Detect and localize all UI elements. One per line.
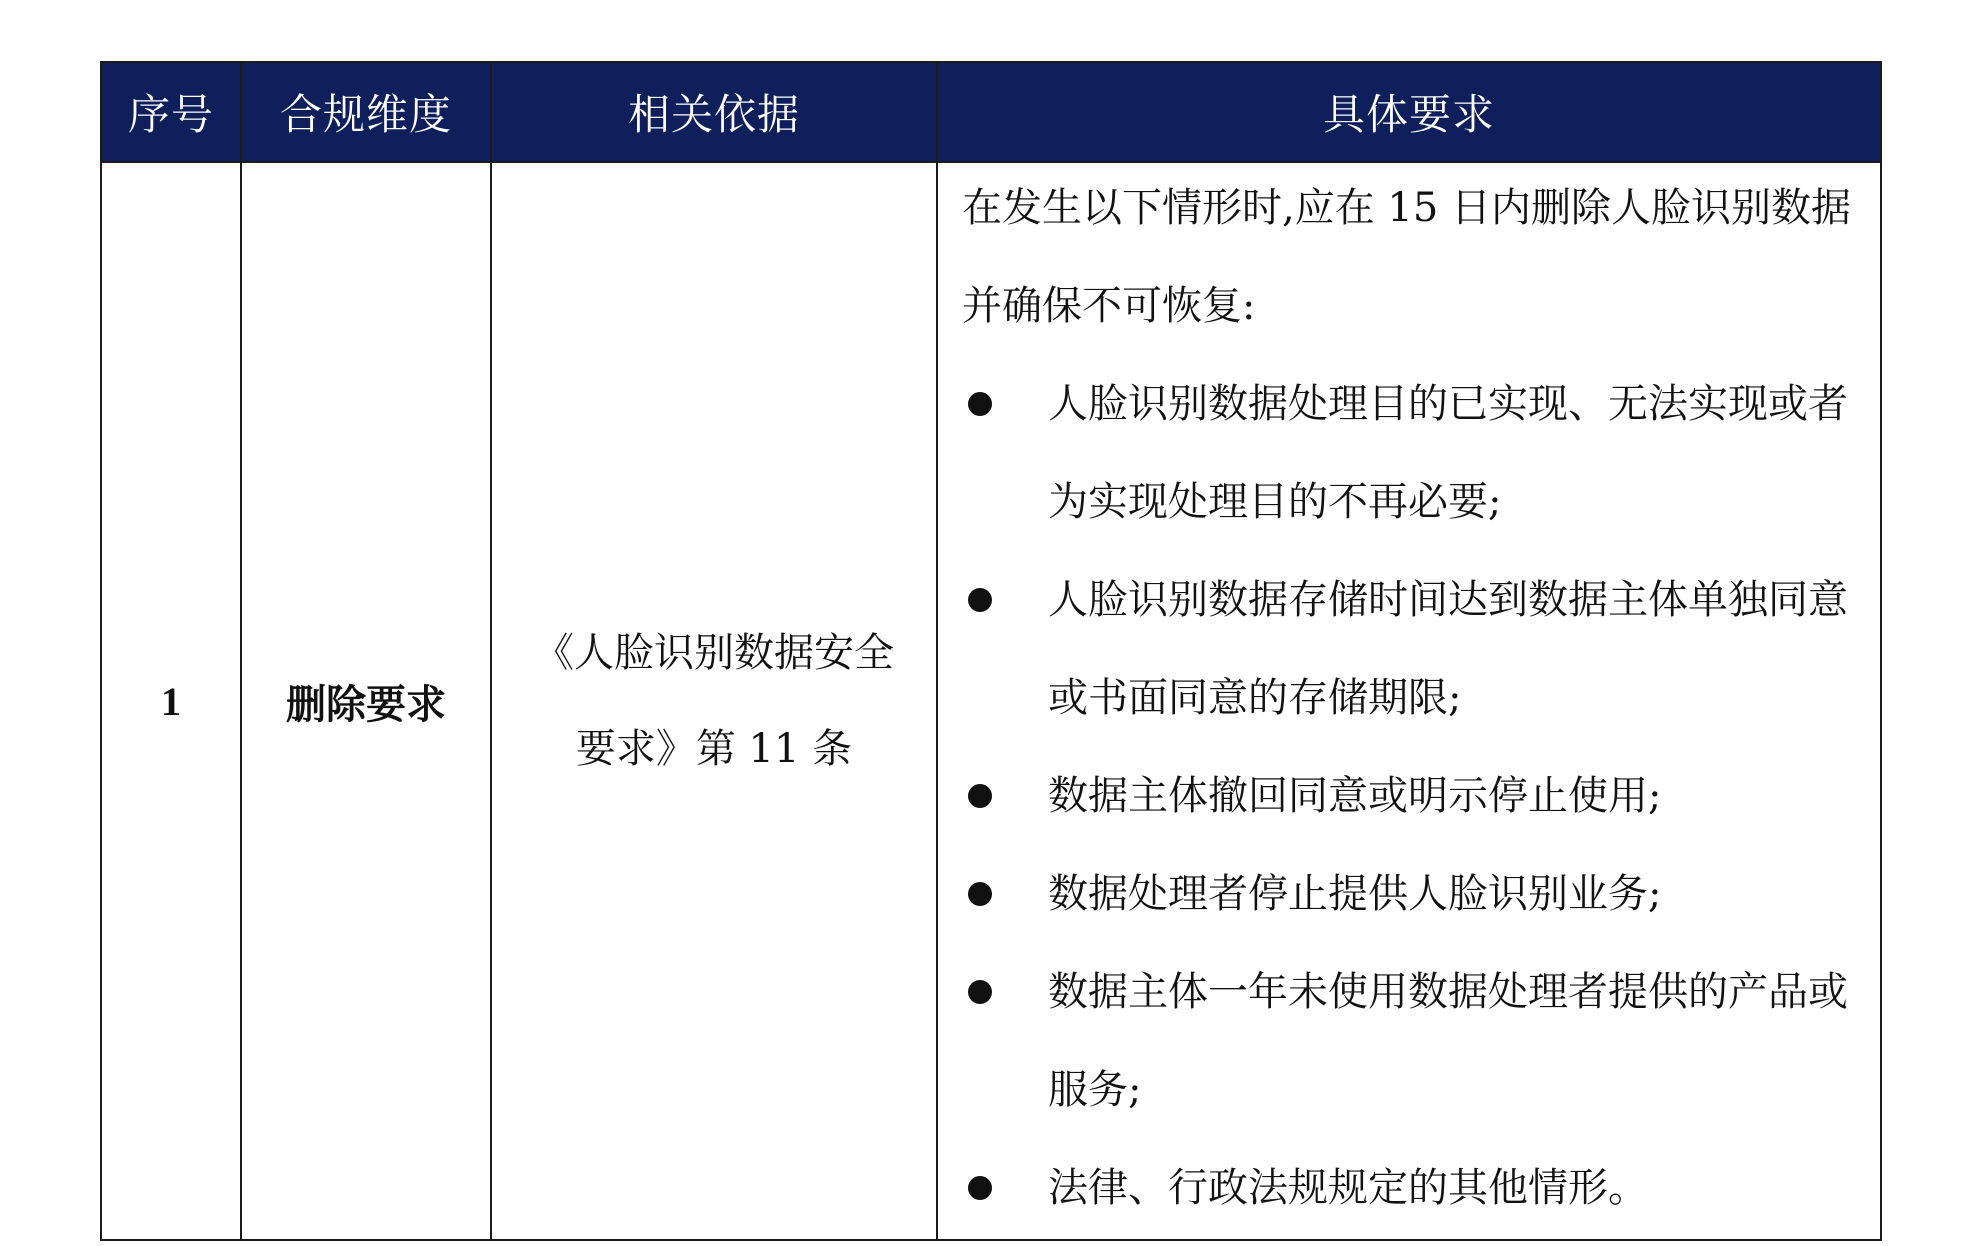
header-requirements: 具体要求 [937,62,1881,162]
requirements-block [962,159,1860,1237]
list-item-text: 数据主体一年未使用数据处理者提供的产品或服务; [1048,969,1848,1113]
row-seq: 1 [101,162,241,1240]
bullet-icon [968,784,992,808]
row-dimension: 删除要求 [241,162,491,1240]
bullet-icon [968,392,992,416]
list-item-text: 法律、行政法规规定的其他情形。 [1048,1165,1648,1211]
list-item-text: 人脸识别数据存储时间达到数据主体单独同意或书面同意的存储期限; [1048,577,1848,721]
header-basis: 相关依据 [491,62,937,162]
list-item [962,551,1860,747]
bullet-icon [968,1176,992,1200]
requirements-intro: 在发生以下情形时,应在 15 日内删除人脸识别数据并确保不可恢复: [962,185,1852,329]
header-seq: 序号 [101,62,241,162]
row-requirements [937,162,1881,1240]
requirements-list [962,355,1860,1237]
list-item-text: 人脸识别数据处理目的已实现、无法实现或者为实现处理目的不再必要; [1048,381,1848,525]
list-item-text: 数据主体撤回同意或明示停止使用; [1048,773,1662,819]
list-item [962,943,1860,1139]
header-dimension: 合规维度 [241,62,491,162]
list-item-text: 数据处理者停止提供人脸识别业务; [1048,871,1662,917]
bullet-icon [968,882,992,906]
table-body [101,162,1881,1240]
bullet-icon [968,588,992,612]
list-item [962,355,1860,551]
row-basis: 《人脸识别数据安全要求》第 11 条 [491,162,937,1240]
list-item [962,747,1860,845]
header-row [101,62,1881,162]
compliance-table [100,61,1882,1241]
bullet-icon [968,980,992,1004]
list-item [962,845,1860,943]
table-row [101,162,1881,1240]
table-header [101,62,1881,162]
list-item [962,1139,1860,1237]
